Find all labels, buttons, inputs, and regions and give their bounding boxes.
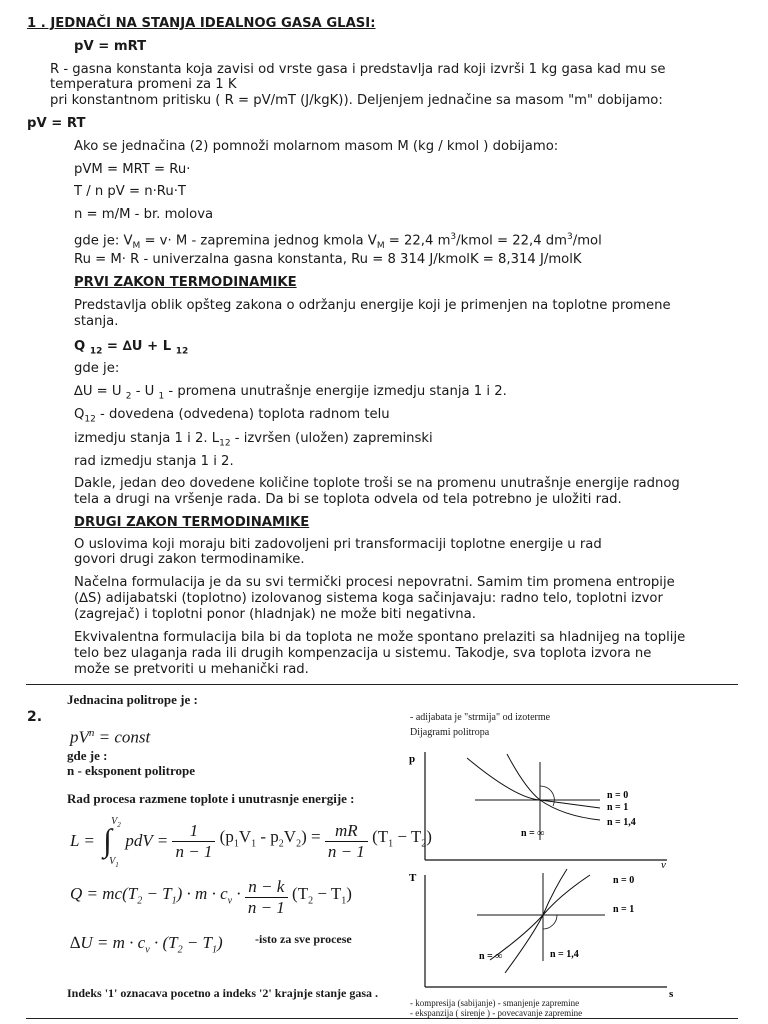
text-span: - dovedena (odvedena) toplota radnom telu <box>95 407 390 422</box>
text-span: - p <box>256 827 279 847</box>
subscript: 2 <box>421 838 427 850</box>
ts-isobar-n0 <box>490 875 590 960</box>
specific-gas-equation: pV = RT <box>27 116 86 131</box>
text-span: /mol <box>572 233 602 249</box>
divider <box>26 684 738 685</box>
numerator: n − k <box>245 877 288 898</box>
subscript: 2 <box>296 838 302 850</box>
pv-diagram <box>395 740 695 870</box>
heat-temperature-term <box>292 884 352 911</box>
subscript: 2 <box>137 895 143 907</box>
section2-number: 2. <box>27 709 43 725</box>
universal-constant-line: Ru = M· R - univerzalna gasna konstanta, Ru = 8 314 J/kmolK = 8,314 J/molK <box>74 252 582 267</box>
subscript: M <box>132 241 141 252</box>
integral-lower-limit <box>109 852 119 875</box>
subscript: 1 <box>115 861 119 869</box>
pv-y-label: p <box>409 753 416 765</box>
text-line: pri konstantnom pritisku ( R = pV/mT (J/kgK)). Deljenjem jednačine sa masom "m" dobijamo: <box>50 93 663 108</box>
text-span: ∆U = m · c <box>70 933 146 952</box>
text-span: = 22,4 m <box>384 233 451 249</box>
heat-equation <box>70 877 352 918</box>
text-span: - izvršen (uložen) zapreminski <box>230 431 433 446</box>
integral-sign: ∫ $V_2$ $V_1$ <box>99 818 121 864</box>
work-heat-title: Rad procesa razmene toplote i unutrasnje energije : <box>67 791 355 806</box>
subscript: 1 <box>251 838 257 850</box>
text-span: V <box>111 816 118 827</box>
pv-adiabat-n14 <box>507 754 600 820</box>
text-line: (zagrejač) i toplotni ponor (hladnjak) ne može biti negativna. <box>74 607 476 622</box>
equation-line: T / n pV = n·Ru·T <box>74 184 186 199</box>
subscript: 2 <box>308 895 314 907</box>
text-line: Predstavlja oblik opšteg zakona o održanju energije koji je primenjen na toplotne promene <box>74 298 671 313</box>
first-law-equation <box>74 339 188 360</box>
pv-label-ninf: n = ∞ <box>521 828 545 839</box>
pv-label-n0: n = 0 <box>607 790 629 801</box>
superscript: n <box>88 727 95 739</box>
superscript: 3 <box>450 232 457 242</box>
fraction <box>172 821 215 862</box>
subscript: v <box>145 944 150 956</box>
text-span: (T <box>372 827 389 847</box>
legend-expansion: - ekspanzija ( sirenje ) - povecavanje zapremine <box>410 1008 583 1018</box>
text-line: stanja. <box>74 314 119 329</box>
polytrope-title: Jednacina politrope je : <box>67 692 198 707</box>
text-span: ) <box>426 827 432 847</box>
text-line: temperatura promeni za 1 K <box>50 77 237 92</box>
internal-energy-line <box>74 384 507 405</box>
heat-line <box>74 407 390 428</box>
subscript: 12 <box>84 414 96 425</box>
subscript: 1 <box>212 944 217 956</box>
text-span: V <box>109 856 116 867</box>
text-span: pV <box>70 727 89 747</box>
text-line: govori drugi zakon termodinamike. <box>74 552 305 567</box>
equation-line: n = m/M - br. molova <box>74 207 214 222</box>
text-line: tela a drugi na vršenje rada. Da bi se toplota odvela od tela potrebno je uložiti rad. <box>74 492 622 507</box>
heat-lhs <box>70 884 241 911</box>
text-span: − T <box>393 827 422 847</box>
subscript: 1 <box>341 895 347 907</box>
integral-upper-limit <box>111 812 121 835</box>
text-line: gde je: <box>74 361 120 376</box>
text-line: može se pretvoriti u mehanički rad. <box>74 662 309 677</box>
diagram-title: Dijagrami politropa <box>410 727 490 738</box>
subscript: v <box>227 895 233 907</box>
first-law-heading: PRVI ZAKON TERMODINAMIKE <box>74 275 297 290</box>
text-span: Q <box>74 339 90 354</box>
text-span: · <box>232 883 241 903</box>
text-line: Ekvivalentna formulacija bila bi da toplota ne može spontano prelaziti sa hladnijeg na toplije <box>74 630 686 645</box>
polytrope-equation <box>70 723 150 748</box>
text-line: rad izmedju stanja 1 i 2. <box>74 454 234 469</box>
text-span: = const <box>94 727 151 747</box>
text-span: V <box>238 827 252 847</box>
text-span: − T <box>182 933 212 952</box>
work-pressure-volume-term <box>220 827 321 854</box>
subscript: 12 <box>219 438 231 449</box>
text-line: O uslovima koji moraju biti zadovoljeni pri transformaciji toplotne energije u rad <box>74 537 602 552</box>
ts-y-label: T <box>409 872 417 884</box>
subscript: 2 <box>278 838 284 850</box>
text-span: ) = <box>301 827 321 847</box>
numerator: 1 <box>172 821 215 842</box>
text-span: - promena unutrašnje energije izmedju stanja 1 i 2. <box>164 384 507 399</box>
text-line: Dakle, jedan deo dovedene količine toplote troši se na promenu unutrašnje energije radnog <box>74 476 680 491</box>
text-span: = v· M - zapremina jednog kmola V <box>140 233 377 249</box>
text-span: − T <box>142 883 172 903</box>
divider <box>26 1018 738 1019</box>
text-span: - U <box>131 384 159 399</box>
text-line: (∆S) adijabatski (toplotno) izolovanog sistema koga sačinjavaju: radno telo, toplotni izvor <box>74 591 663 606</box>
ideal-gas-equation: pV = mRT <box>74 39 147 54</box>
ts-label-n14: n = 1,4 <box>550 949 579 960</box>
text-span: · (T <box>149 933 178 952</box>
subscript: 12 <box>175 346 189 357</box>
subscript: 1 <box>171 895 177 907</box>
subscript: 1 <box>388 838 394 850</box>
numerator: mR <box>325 821 368 842</box>
denominator: n − 1 <box>247 898 285 917</box>
text-span: Q = mc(T <box>70 883 138 903</box>
text-span: izmedju stanja 1 i 2. L <box>74 431 220 446</box>
work-line <box>74 431 433 452</box>
text-span: pdV = <box>125 831 169 850</box>
subscript: 1 <box>233 838 239 850</box>
subscript: M <box>376 241 385 252</box>
superscript: 3 <box>567 232 573 242</box>
text-span: /kmol = 22,4 dm <box>456 233 568 249</box>
text-span: L = <box>70 831 95 850</box>
text-span: Q <box>74 407 85 422</box>
text-line: Ako se jednačina (2) pomnoži molarnom masom M (kg / kmol ) dobijamo: <box>74 139 559 154</box>
index-note: Indeks '1' oznacava pocetno a indeks '2' krajnje stanje gasa . <box>67 986 379 1000</box>
work-equation <box>70 818 432 868</box>
ts-label-ninf: n = ∞ <box>479 951 503 962</box>
subscript: 2 <box>125 391 132 402</box>
text-span: V <box>283 827 297 847</box>
ts-x-label: s <box>669 988 674 1000</box>
internal-energy-equation <box>70 933 223 960</box>
text-span: ) <box>346 883 352 903</box>
second-law-heading: DRUGI ZAKON TERMODINAMIKE <box>74 515 310 530</box>
text-line: telo bez ulaganja rada ili drugih kompenzacija u sistemu. Takodje, sva toplota izvora ne <box>74 646 652 661</box>
equation-line: pVM = MRT = Ru· <box>74 162 191 177</box>
text-span: (T <box>292 883 309 903</box>
text-span: ) · m · c <box>176 883 228 903</box>
denominator: n − 1 <box>175 841 213 861</box>
ts-arc <box>543 915 557 929</box>
pv-arc <box>540 786 554 806</box>
text-span: ∆U = U <box>74 384 126 399</box>
text-line: n - eksponent politrope <box>67 763 195 778</box>
text-span: ) <box>217 933 223 952</box>
denominator: n − 1 <box>327 841 365 861</box>
text-line: R - gasna konstanta koja zavisi od vrste gasa i predstavlja rad koji izvrši 1 kg gasa kad mu se <box>50 62 666 77</box>
text-span: = ∆U + L <box>102 339 176 354</box>
subscript: 2 <box>117 821 121 829</box>
molar-volume-line <box>74 230 602 254</box>
fraction <box>245 877 288 918</box>
text-span: gde je: V <box>74 233 133 249</box>
section1-heading: 1 . JEDNAČI NA STANJA IDEALNOG GASA GLASI: <box>27 16 376 31</box>
fraction <box>325 821 368 862</box>
pv-label-n14: n = 1,4 <box>607 817 636 828</box>
ts-diagram <box>395 865 695 1000</box>
subscript: 1 <box>158 391 165 402</box>
legend-compression: - kompresija (sabijanje) - smanjenje zapremine <box>410 998 580 1008</box>
subscript: 12 <box>89 346 103 357</box>
text-line: gde je : <box>67 748 108 763</box>
subscript: 2 <box>177 944 183 956</box>
adiabat-note: - adijabata je "strmija" od izoterme <box>410 712 551 723</box>
text-span: (p <box>219 827 234 847</box>
ts-label-n1: n = 1 <box>613 904 635 915</box>
pv-label-n1: n = 1 <box>607 802 629 813</box>
pv-x-label: v <box>661 859 666 870</box>
text-line: Načelna formulacija je da su svi termički procesi nepovratni. Samim tim promena entropije <box>74 575 675 590</box>
ts-label-n0: n = 0 <box>613 875 635 886</box>
same-for-all-note: -isto za sve procese <box>255 932 352 946</box>
text-span: − T <box>313 883 342 903</box>
